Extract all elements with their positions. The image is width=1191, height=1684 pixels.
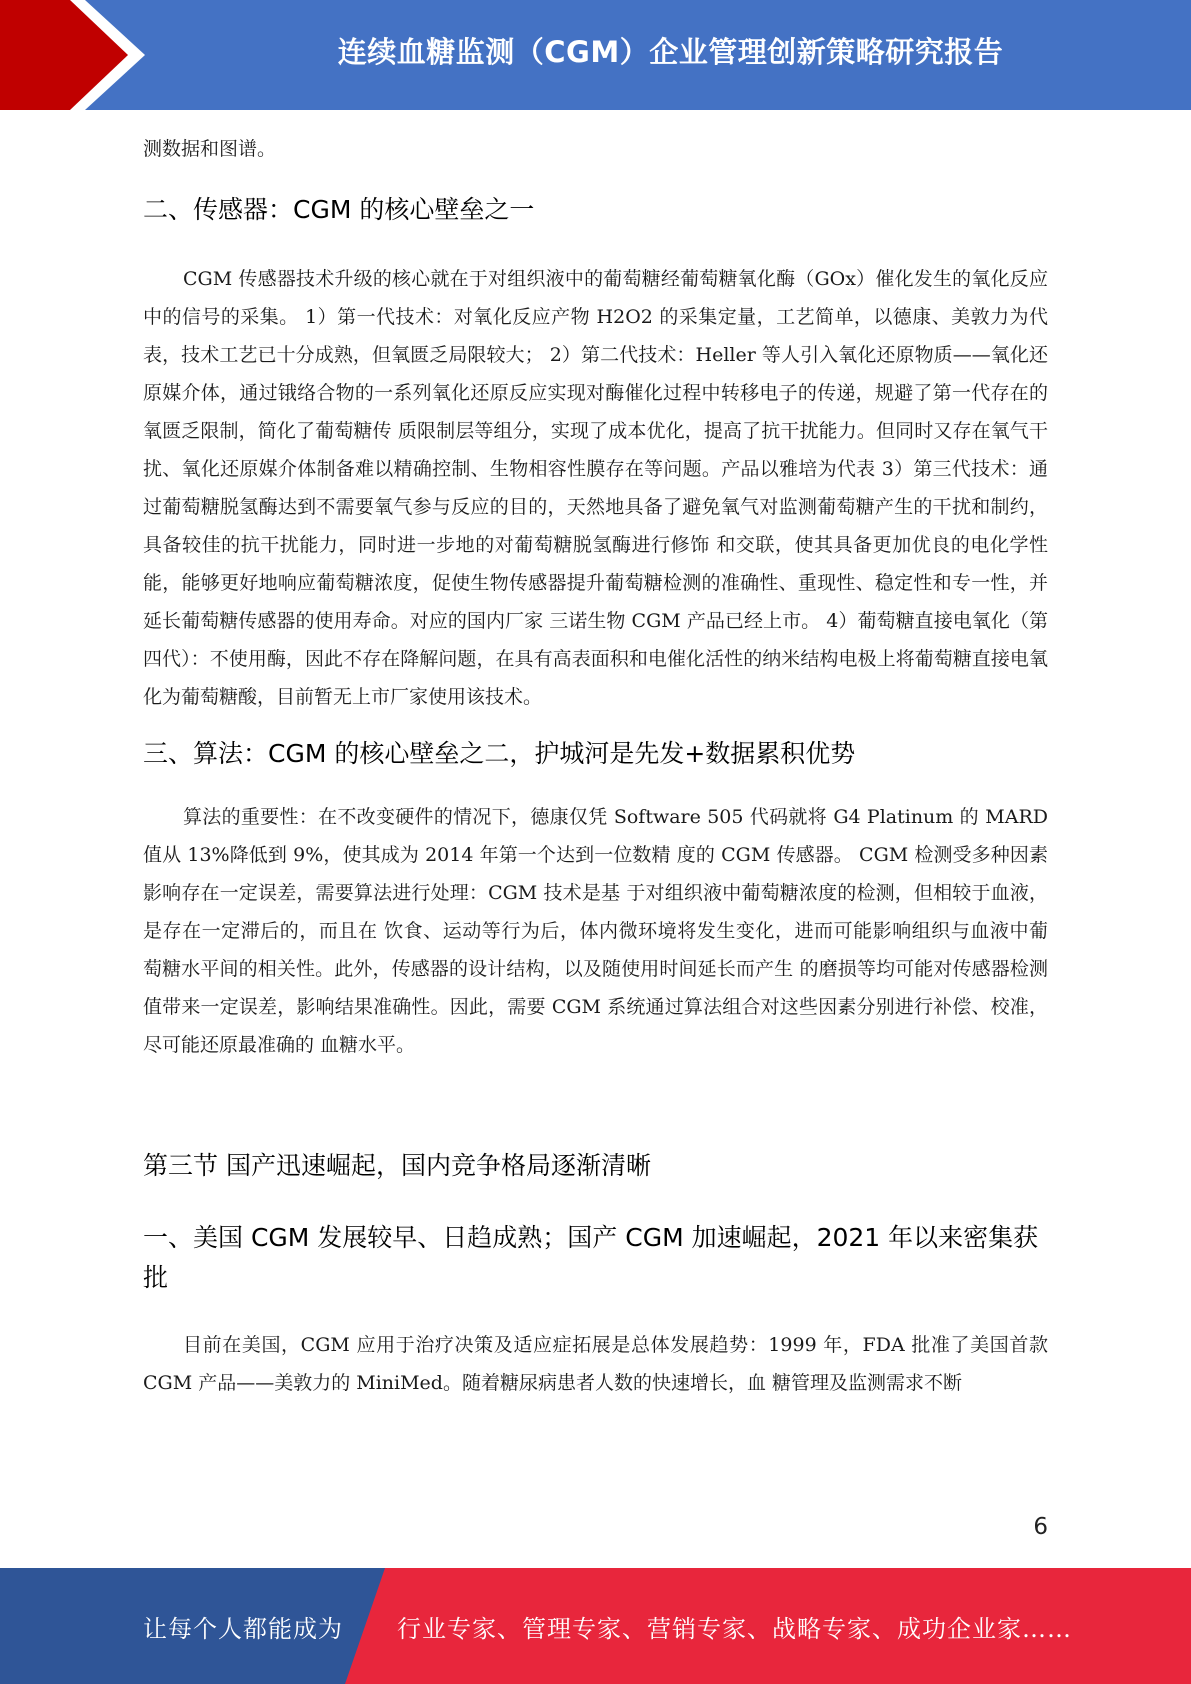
heading-sensor: 二、传感器：CGM 的核心壁垒之一 [143, 195, 535, 224]
paragraph-us-cgm: 目前在美国，CGM 应用于治疗决策及适应症拓展是总体发展趋势：1999 年，FDA 批准了美国首款 CGM 产品——美敦力的 MiniMed。随着糖尿病患者人数的快速增长，血 糖管理及监测需求不断 [143, 1334, 1048, 1394]
heading-algorithm: 三、算法：CGM 的核心壁垒之二，护城河是先发+数据累积优势 [143, 739, 856, 768]
footer-banner [0, 1568, 1191, 1684]
footer-slogan-right: 行业专家、管理专家、营销专家、战略专家、成功企业家…… [397, 1615, 1072, 1643]
footer-slogan-left: 让每个人都能成为 [143, 1615, 343, 1643]
report-title: 连续血糖监测（CGM）企业管理创新策略研究报告 [337, 35, 1004, 69]
paragraph-continuation: 测数据和图谱。 [143, 138, 277, 160]
paragraph-algorithm: 算法的重要性：在不改变硬件的情况下，德康仅凭 Software 505 代码就将 G4 Platinum 的 MARD 值从 13%降低到 9%，使其成为 2014 年第一个达到一位数精 度的 CGM 传感器。 CGM 检测受多种因素影响存在一定误差，需要算法进行处理：CGM 技术是基 于对组织液中葡萄糖浓度的检测，但相较于血液，是存在一定滞后的，而且在 饮食、运动等行为后，体内微环境将发生变化，进而可能影响组织与血液中葡 萄糖水平间的相关性。此外，传感器的设计结构，以及随使用时间延长而产生 的磨损等均可能对传感器检测值带来一定误差，影响结果准确性。因此，需要 CGM 系统通过算法组合对这些因素分别进行补偿、校准，尽可能还原最准确的 血糖水平。 [143, 806, 1048, 1056]
heading-us-cgm: 一、美国 CGM 发展较早、日趋成熟；国产 CGM 加速崛起，2021 年以来密集获批 [143, 1223, 1039, 1292]
header-banner [0, 0, 1191, 110]
page-number: 6 [1033, 1514, 1048, 1540]
paragraph-sensor: CGM 传感器技术升级的核心就在于对组织液中的葡萄糖经葡萄糖氧化酶（GOx）催化发生的氧化反应中的信号的采集。 1）第一代技术：对氧化反应产物 H2O2 的采集定量，工艺简单，以德康、美敦力为代表，技术工艺已十分成熟，但氧匮乏局限较大； 2）第二代技术：Heller 等人引入氧化还原物质——氧化还原媒介体，通过锇络合物的一系列氧化还原反应实现对酶催化过程中转移电子的传递，规避了第一代存在的氧匮乏限制，简化了葡萄糖传 质限制层等组分，实现了成本优化，提高了抗干扰能力。但同时又存在氧气干扰、氧化还原媒介体制备难以精确控制、生物相容性膜存在等问题。产品以雅培为代表 3）第三代技术：通过葡萄糖脱氢酶达到不需要氧气参与反应的目的，天然地具备了避免氧气对监测葡萄糖产生的干扰和制约，具备较佳的抗干扰能力，同时进一步地的对葡萄糖脱氢酶进行修饰 和交联，使其具备更加优良的电化学性能，能够更好地响应葡萄糖浓度，促使生物传感器提升葡萄糖检测的准确性、重现性、稳定性和专一性，并延长葡萄糖传感器的使用寿命。对应的国内厂家 三诺生物 CGM 产品已经上市。 4）葡萄糖直接电氧化（第四代）：不使用酶，因此不存在降解问题，在具有高表面积和电催化活性的纳米结构电极上将葡萄糖直接电氧化为葡萄糖酸，目前暂无上市厂家使用该技术。 [143, 268, 1048, 708]
page-content [143, 130, 1048, 1402]
header-arrow-icon [0, 0, 160, 110]
heading-section-three: 第三节 国产迅速崛起，国内竞争格局逐渐清晰 [143, 1151, 651, 1180]
